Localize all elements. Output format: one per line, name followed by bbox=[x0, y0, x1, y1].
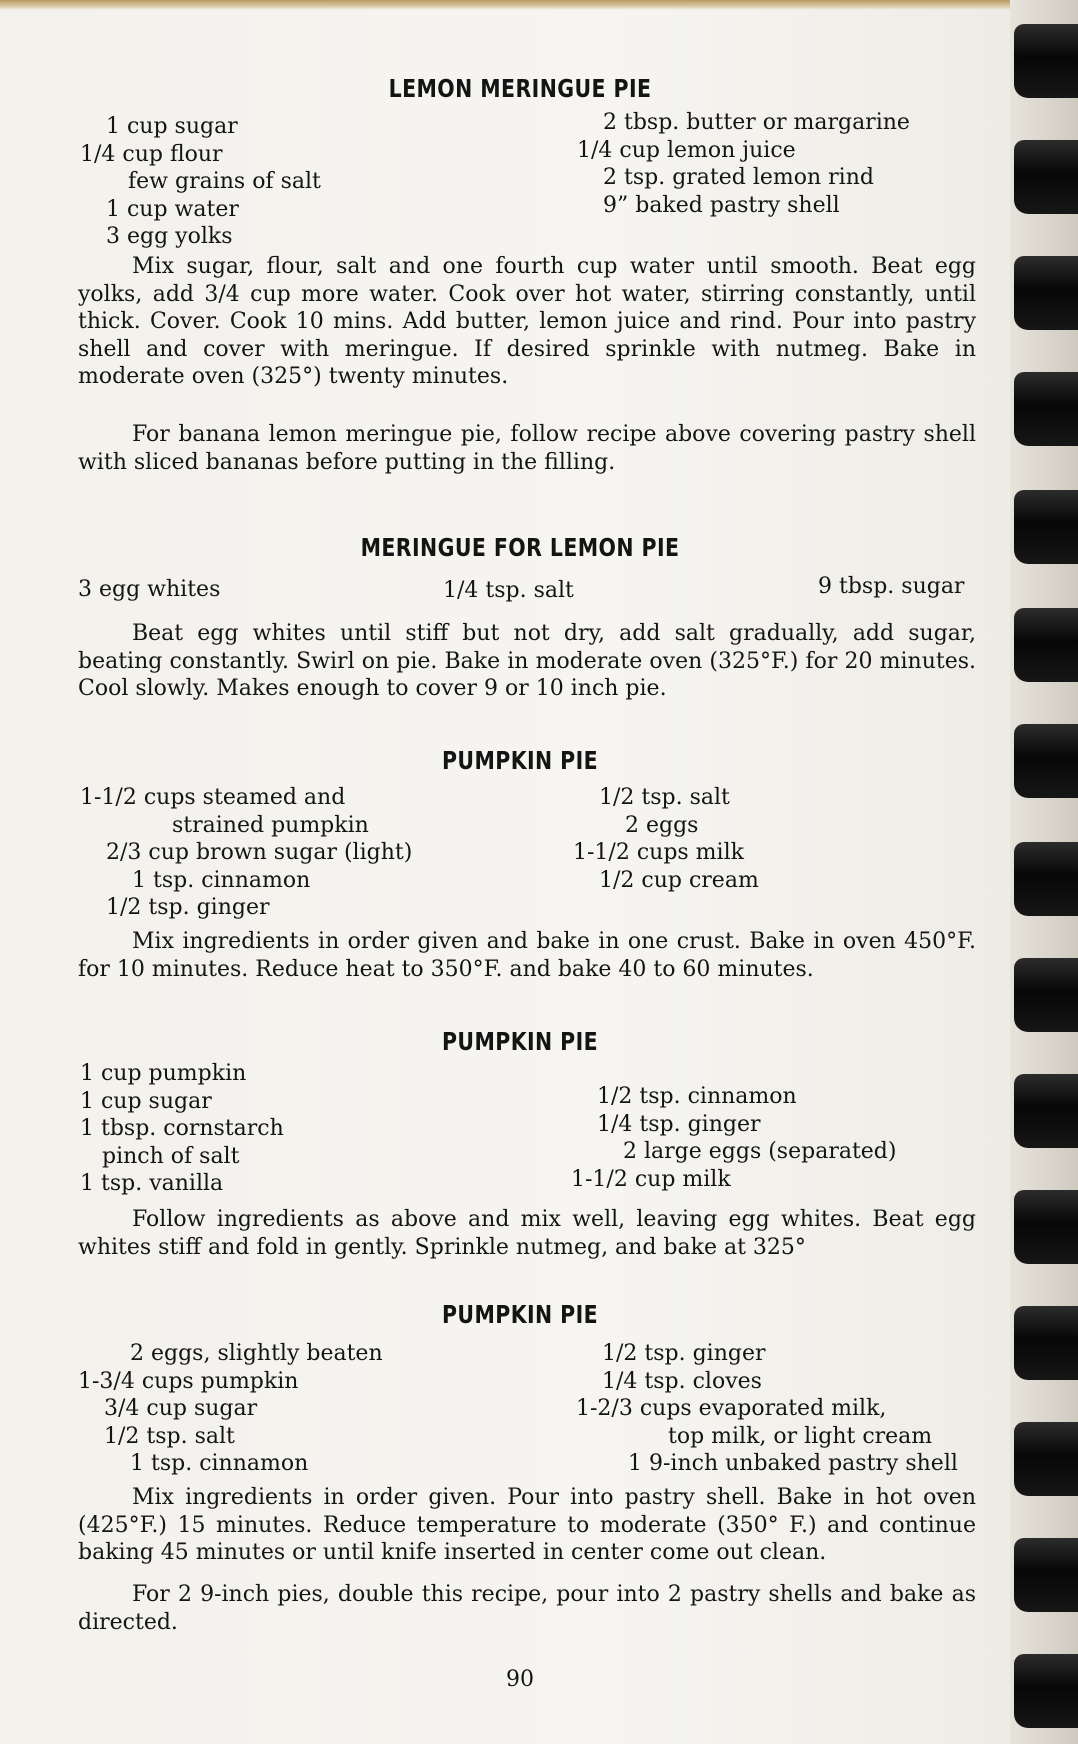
ingredients-left bbox=[80, 113, 321, 251]
ingredient: 1 cup water bbox=[106, 196, 239, 222]
ingredient: 1/2 tsp. ginger bbox=[602, 1341, 766, 1366]
ingredients-right bbox=[576, 1340, 958, 1478]
binder-ring bbox=[1014, 490, 1078, 564]
recipe-instructions: Follow ingredients as above and mix well, leaving egg whites. Beat egg whites stiff and fold in gently. Sprinkle nutmeg, and bake at 325° bbox=[78, 1207, 976, 1260]
ingredient: 1 tsp. cinnamon bbox=[130, 1451, 309, 1476]
ingredient: 2/3 cup brown sugar (light) bbox=[106, 840, 413, 865]
binder-ring bbox=[1014, 1422, 1078, 1496]
ingredients-right bbox=[571, 1083, 896, 1193]
recipe-title: PUMPKIN PIE bbox=[441, 1027, 599, 1056]
ingredient: 2 tbsp. butter or margarine bbox=[603, 110, 910, 135]
ingredient: 1/2 tsp. salt bbox=[104, 1423, 235, 1449]
ingredient: 1 cup sugar bbox=[80, 1088, 212, 1114]
ingredients-right bbox=[573, 784, 759, 894]
ingredient: 1/4 cup flour bbox=[80, 141, 223, 167]
ingredient: 1/2 cup cream bbox=[599, 867, 759, 893]
recipe-title: LEMON MERINGUE PIE bbox=[388, 74, 652, 103]
ingredient: 1/4 tsp. ginger bbox=[597, 1111, 761, 1137]
recipe-note: For 2 9-inch pies, double this recipe, pour into 2 pastry shells and bake as directed. bbox=[78, 1582, 976, 1635]
ingredient: 1/2 tsp. cinnamon bbox=[597, 1084, 797, 1109]
page-top-edge bbox=[0, 0, 1078, 10]
ingredient: 9” baked pastry shell bbox=[603, 192, 840, 218]
ingredient: 1/2 tsp. salt bbox=[599, 785, 730, 810]
ingredient: 1/4 tsp. salt bbox=[443, 578, 574, 603]
binder-ring bbox=[1014, 1074, 1078, 1148]
ingredient: 1/4 cup lemon juice bbox=[577, 137, 796, 163]
ingredient: 2 large eggs (separated) bbox=[623, 1139, 897, 1164]
recipe-instructions: Mix ingredients in order given. Pour into pastry shell. Bake in hot oven (425°F.) 15 minutes. Reduce temperature to moderate (350° F.) and continue baking 45 minutes or until knife inserted in center come out clean. bbox=[78, 1485, 976, 1565]
binder-ring bbox=[1014, 724, 1078, 798]
ingredient: 3 egg whites bbox=[78, 577, 221, 602]
binder-ring bbox=[1014, 140, 1078, 214]
ingredient: 1-1/2 cup milk bbox=[571, 1166, 731, 1192]
ingredient: strained pumpkin bbox=[172, 812, 369, 838]
binder-ring bbox=[1014, 1306, 1078, 1380]
recipe-instructions: Mix ingredients in order given and bake in one crust. Bake in oven 450°F. for 10 minutes. Reduce heat to 350°F. and bake 40 to 60 minutes. bbox=[78, 929, 976, 982]
binder-ring bbox=[1014, 842, 1078, 916]
ingredient: pinch of salt bbox=[102, 1143, 240, 1169]
ingredients-left bbox=[80, 1060, 284, 1198]
page-number: 90 bbox=[506, 1667, 534, 1692]
ingredient: 1/4 tsp. cloves bbox=[602, 1368, 762, 1394]
ingredient: 1 tbsp. cornstarch bbox=[80, 1116, 284, 1141]
recipe-title: PUMPKIN PIE bbox=[441, 746, 599, 775]
ingredient: 1-1/2 cups steamed and bbox=[80, 785, 346, 810]
recipe-title: PUMPKIN PIE bbox=[441, 1300, 599, 1329]
ingredient: 1/2 tsp. ginger bbox=[106, 895, 270, 920]
ingredients-left bbox=[78, 1340, 383, 1478]
ingredient: 3 egg yolks bbox=[106, 224, 233, 249]
ingredient: 2 eggs, slightly beaten bbox=[130, 1341, 383, 1366]
binder-ring bbox=[1014, 608, 1078, 682]
ingredient: 2 eggs bbox=[625, 812, 699, 838]
ingredient: 3/4 cup sugar bbox=[104, 1396, 258, 1421]
ingredient: 1-3/4 cups pumpkin bbox=[78, 1368, 299, 1394]
binder-ring bbox=[1014, 1538, 1078, 1612]
ingredient: 1-2/3 cups evaporated milk, bbox=[576, 1396, 887, 1421]
ingredient: few grains of salt bbox=[128, 169, 321, 194]
ingredient: 1-1/2 cups milk bbox=[573, 840, 744, 865]
ingredient: 1 tsp. vanilla bbox=[80, 1171, 224, 1196]
ingredients-left bbox=[80, 784, 412, 922]
ingredient: 2 tsp. grated lemon rind bbox=[603, 165, 874, 190]
binder-ring bbox=[1014, 1190, 1078, 1264]
binder-ring bbox=[1014, 256, 1078, 330]
ingredient: 9 tbsp. sugar bbox=[818, 574, 965, 599]
ingredient: 1 9-inch unbaked pastry shell bbox=[628, 1451, 958, 1476]
ingredient: 1 cup pumpkin bbox=[80, 1061, 247, 1086]
recipe-note: For banana lemon meringue pie, follow recipe above covering pastry shell with sliced bananas before putting in the filling. bbox=[78, 422, 976, 475]
ingredient: 1 tsp. cinnamon bbox=[132, 867, 311, 893]
ingredient: top milk, or light cream bbox=[668, 1423, 933, 1449]
ingredients-right bbox=[577, 109, 910, 219]
recipe-instructions: Beat egg whites until stiff but not dry, add salt gradually, add sugar, beating constantly. Swirl on pie. Bake in moderate oven (325°F.) for 20 minutes. Cool slowly. Makes enough to cover 9 or 10 inch pie. bbox=[78, 621, 976, 701]
recipe-instructions: Mix sugar, flour, salt and one fourth cup water until smooth. Beat egg yolks, add 3/4 cup more water. Cook over hot water, stirring constantly, until thick. Cover. Cook 10 mins. Add butter, lemon juice and rind. Pour into pastry shell and cover with meringue. If desired sprinkle with nutmeg. Bake in moderate oven (325°) twenty minutes. bbox=[78, 254, 976, 389]
binder-ring bbox=[1014, 958, 1078, 1032]
binder-ring bbox=[1014, 24, 1078, 98]
binder-ring bbox=[1014, 372, 1078, 446]
ingredient: 1 cup sugar bbox=[106, 114, 238, 139]
recipe-title: MERINGUE FOR LEMON PIE bbox=[360, 533, 680, 562]
